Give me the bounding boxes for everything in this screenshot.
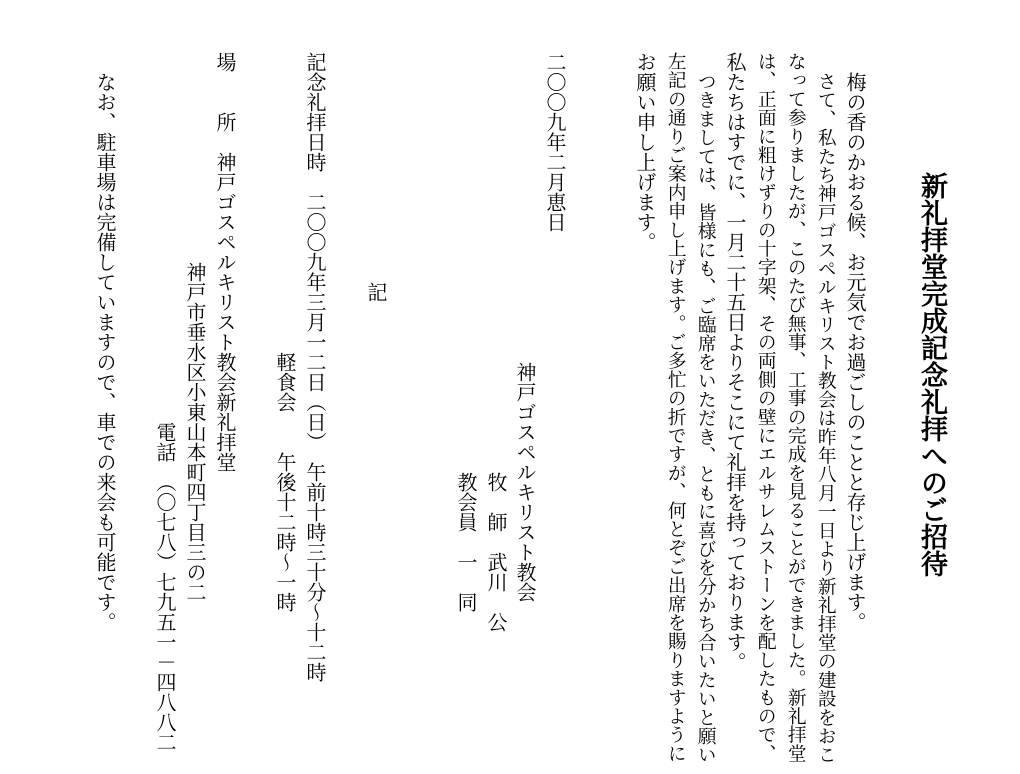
place-name: 神戸ゴスペルキリスト教会新礼拝堂 [213,152,237,472]
datetime-label: 記念礼拝日時 [303,52,327,172]
body-line-8: お願い申し上げます。 [633,52,657,252]
letter-date: 二〇〇九年二月恵日 [543,52,567,232]
sender-pastor: 牧 師 武川 公 [484,472,508,632]
body-line-1: 梅の香のかおる候、お元気でお過ごしのことと存じ上げます。 [843,72,867,632]
body-line-5: 私たちはすでに、一月二十五日よりそこにて礼拝を持っております。 [723,52,747,672]
place-label: 場 所 [213,52,237,132]
body-line-4: は、正面に粗けずりの十字架、その両側の壁にエルサレムストーンを配したもので、 [754,52,776,763]
sender-members: 教会員 一 同 [454,472,478,612]
body-line-3: なって参りましたが、このたび無事、工事の完成を見ることができました。新礼拝堂 [784,52,806,763]
place-address: 神戸市垂水区小東山本町四丁目三の二 [183,262,207,602]
body-line-6: つきましては、皆様にも、ご臨席をいただき、ともに喜びを分かち合いたいと願い [694,72,716,764]
letter-title: 新礼拝堂完成記念礼拝へのご招待 [916,172,947,577]
body-line-2: さて、私たち神戸ゴスペルキリスト教会は昨年八月一日より新礼拝堂の建設をおこ [814,72,836,764]
datetime-value: 二〇〇九年三月一二日（日） 午前十時三十分～十二時 [303,192,327,682]
body-line-7: 左記の通りご案内申し上げます。ご多忙の折ですが、何とぞご出席を賜りますように [664,52,686,763]
meal-time: 軽食会 午後十二時～一時 [273,352,297,612]
parking-note: なお、駐車場は完備していますので、車での来会も可能です。 [93,72,117,632]
ki-mark: 記 [364,282,388,302]
place-phone: 電話 （〇七八）七九五一－四八八二 [153,422,177,752]
sender-church: 神戸ゴスペルキリスト教会 [513,362,537,602]
